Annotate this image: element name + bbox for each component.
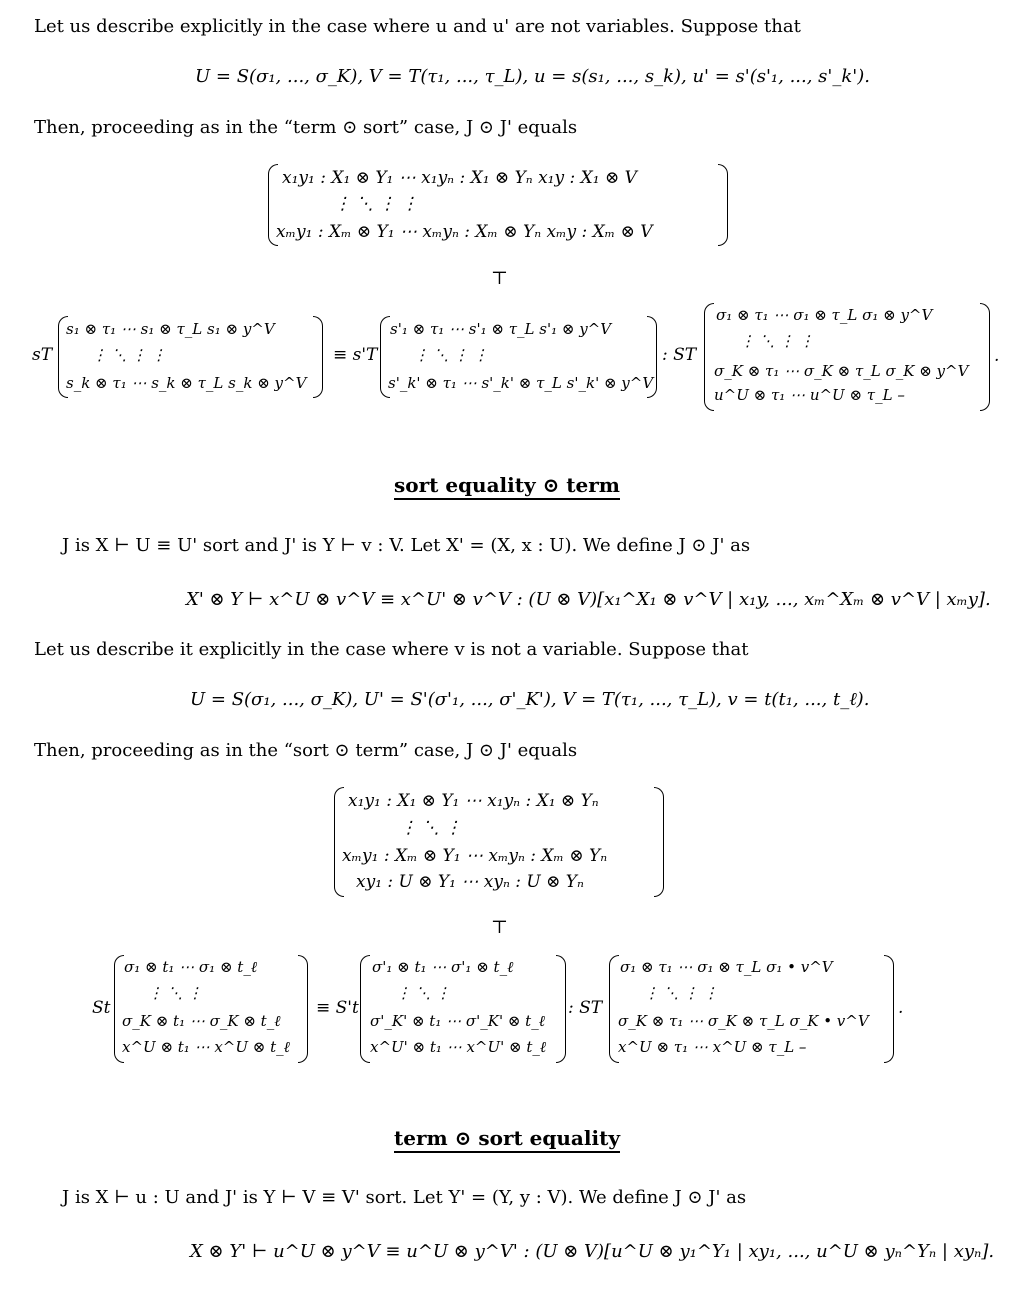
big-1-b-row-2: ⋮ ⋱ ⋮ ⋮	[414, 346, 489, 364]
vdash-symbol-1: ⊤	[491, 268, 508, 289]
section-heading-1: sort equality ⊙ term	[394, 473, 620, 500]
big-2-c-row-4: x^U ⊗ τ₁ ⋯ x^U ⊗ τ_L –	[618, 1038, 807, 1056]
big-1-b-row-1: s'₁ ⊗ τ₁ ⋯ s'₁ ⊗ τ_L s'₁ ⊗ y^V	[390, 320, 612, 338]
big-1-c-row-3: σ_K ⊗ τ₁ ⋯ σ_K ⊗ τ_L σ_K ⊗ y^V	[714, 362, 969, 380]
big-2-a-row-2: ⋮ ⋱ ⋮	[148, 984, 203, 1002]
big-2-b-row-1: σ'₁ ⊗ t₁ ⋯ σ'₁ ⊗ t_ℓ	[372, 958, 514, 976]
matrix-2-row-4: xy₁ : U ⊗ Y₁ ⋯ xyₙ : U ⊗ Yₙ	[356, 872, 584, 892]
big-2-a-row-1: σ₁ ⊗ t₁ ⋯ σ₁ ⊗ t_ℓ	[124, 958, 258, 976]
big-1-end: .	[994, 346, 1000, 366]
big-2-c-row-3: σ_K ⊗ τ₁ ⋯ σ_K ⊗ τ_L σ_K • v^V	[618, 1012, 869, 1030]
big-1-a-row-2: ⋮ ⋱ ⋮ ⋮	[92, 346, 167, 364]
big-2-a-row-4: x^U ⊗ t₁ ⋯ x^U ⊗ t_ℓ	[122, 1038, 290, 1056]
big-1-a-row-3: s_k ⊗ τ₁ ⋯ s_k ⊗ τ_L s_k ⊗ y^V	[66, 374, 307, 392]
matrix-2-right-paren	[654, 787, 664, 897]
definition-line-2: J is X ⊢ u : U and J' is Y ⊢ V ≡ V' sort. Let Y' = (Y, y : V). We define J ⊙ J' as	[62, 1187, 747, 1208]
big-1-b-row-3: s'_k' ⊗ τ₁ ⋯ s'_k' ⊗ τ_L s'_k' ⊗ y^V	[388, 374, 654, 392]
big-1-paren-a-right	[313, 316, 323, 398]
big-2-c-row-1: σ₁ ⊗ τ₁ ⋯ σ₁ ⊗ τ_L σ₁ • v^V	[620, 958, 833, 976]
equation-2: X' ⊗ Y ⊢ x^U ⊗ v^V ≡ x^U' ⊗ v^V : (U ⊗ V)[x₁^X₁ ⊗ v^V | x₁y, ..., xₘ^Xₘ ⊗ v^V | xₘy].	[186, 589, 991, 610]
vdash-symbol-2: ⊤	[491, 917, 508, 938]
matrix-1-row-2: ⋮ ⋱ ⋮ ⋮	[334, 194, 419, 214]
section-heading-2: term ⊙ sort equality	[394, 1126, 620, 1153]
big-2-paren-a-right	[298, 955, 308, 1063]
big-1-paren-c-right	[980, 303, 990, 411]
big-2-paren-b-right	[556, 955, 566, 1063]
matrix-2-row-2: ⋮ ⋱ ⋮	[400, 818, 462, 838]
equation-definitions-1: U = S(σ₁, ..., σ_K), V = T(τ₁, ..., τ_L), u = s(s₁, ..., s_k), u' = s'(s'₁, ..., s'_k').	[195, 66, 870, 87]
big-1-equiv: ≡ s'T	[333, 345, 378, 365]
intro-line-2: Let us describe it explicitly in the case where v is not a variable. Suppose that	[34, 639, 749, 660]
big-2-left-label: St	[92, 998, 111, 1018]
big-2-b-row-3: σ'_K' ⊗ t₁ ⋯ σ'_K' ⊗ t_ℓ	[370, 1012, 545, 1030]
matrix-1-row-1: x₁y₁ : X₁ ⊗ Y₁ ⋯ x₁yₙ : X₁ ⊗ Yₙ x₁y : X₁ ⊗ V	[282, 168, 637, 188]
big-2-paren-c-right	[884, 955, 894, 1063]
then-line-2: Then, proceeding as in the “sort ⊙ term” case, J ⊙ J' equals	[34, 740, 578, 761]
big-2-colon: : ST	[568, 998, 603, 1018]
equation-4: X ⊗ Y' ⊢ u^U ⊗ y^V ≡ u^U ⊗ y^V' : (U ⊗ V)[u^U ⊗ y₁^Y₁ | xy₁, ..., u^U ⊗ yₙ^Yₙ | xyₙ].	[190, 1241, 995, 1262]
matrix-2-row-3: xₘy₁ : Xₘ ⊗ Y₁ ⋯ xₘyₙ : Xₘ ⊗ Yₙ	[342, 846, 608, 866]
matrix-2-row-1: x₁y₁ : X₁ ⊗ Y₁ ⋯ x₁yₙ : X₁ ⊗ Yₙ	[348, 791, 599, 811]
equation-definitions-2: U = S(σ₁, ..., σ_K), U' = S'(σ'₁, ..., σ'_K'), V = T(τ₁, ..., τ_L), v = t(t₁, ..., t_ℓ).	[190, 689, 870, 710]
big-1-c-row-2: ⋮ ⋱ ⋮ ⋮	[740, 332, 815, 350]
matrix-2-left-paren	[334, 787, 344, 897]
then-line-1: Then, proceeding as in the “term ⊙ sort” case, J ⊙ J' equals	[34, 117, 578, 138]
big-1-paren-c-left	[704, 303, 714, 411]
big-1-colon: : ST	[662, 345, 697, 365]
big-1-left-label: sT	[32, 345, 53, 365]
big-2-paren-b-left	[360, 955, 370, 1063]
big-1-c-row-1: σ₁ ⊗ τ₁ ⋯ σ₁ ⊗ τ_L σ₁ ⊗ y^V	[716, 306, 933, 324]
big-1-a-row-1: s₁ ⊗ τ₁ ⋯ s₁ ⊗ τ_L s₁ ⊗ y^V	[66, 320, 275, 338]
big-2-a-row-3: σ_K ⊗ t₁ ⋯ σ_K ⊗ t_ℓ	[122, 1012, 281, 1030]
big-2-c-row-2: ⋮ ⋱ ⋮ ⋮	[644, 984, 719, 1002]
big-2-b-row-4: x^U' ⊗ t₁ ⋯ x^U' ⊗ t_ℓ	[370, 1038, 547, 1056]
matrix-1-right-paren	[718, 164, 728, 246]
matrix-1-row-3: xₘy₁ : Xₘ ⊗ Y₁ ⋯ xₘyₙ : Xₘ ⊗ Yₙ xₘy : Xₘ ⊗ V	[276, 222, 653, 242]
big-1-c-row-4: u^U ⊗ τ₁ ⋯ u^U ⊗ τ_L –	[714, 386, 905, 404]
intro-line: Let us describe explicitly in the case where u and u' are not variables. Suppose that	[34, 16, 801, 37]
big-2-b-row-2: ⋮ ⋱ ⋮	[396, 984, 451, 1002]
big-2-equiv: ≡ S't	[316, 998, 359, 1018]
big-2-end: .	[898, 998, 904, 1018]
definition-line-1: J is X ⊢ U ≡ U' sort and J' is Y ⊢ v : V. Let X' = (X, x : U). We define J ⊙ J' as	[62, 535, 751, 556]
